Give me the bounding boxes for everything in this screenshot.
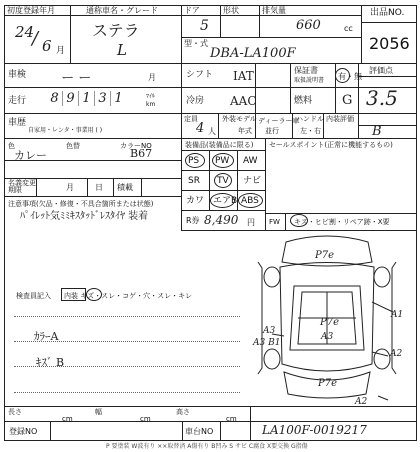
shaken-value: ー ー	[60, 71, 91, 86]
width-unit: cm	[140, 415, 151, 423]
score-label: 評価点	[369, 66, 393, 75]
mark-a2: A2	[390, 349, 403, 359]
mark-center-2: A3	[321, 332, 334, 342]
glass-status: キズ・ヒビ割・リペア跡・X要	[294, 218, 390, 226]
glass-circle	[290, 214, 308, 227]
recycle-unit: 円	[247, 218, 255, 227]
notes-label: 注意事項(欠品・修復・不具合箇所または状態)	[8, 200, 154, 208]
equip-ps: PS	[188, 156, 200, 166]
reg-year-label: 初度登録年月	[7, 6, 55, 15]
history-options: 自家用・レンタ・事業用 ( )	[28, 127, 103, 134]
equip-sr: SR	[188, 176, 200, 186]
mileage-unit: ﾏｲﾙ km	[146, 93, 156, 108]
mileage-digits	[47, 91, 126, 106]
seats-unit: 人	[208, 127, 216, 136]
mark-a1: A1	[391, 310, 404, 320]
inspector-line-1: ｶﾗｰA	[34, 330, 59, 343]
handle-value: 左・右	[300, 127, 321, 135]
name-change-label: 名義変更期限	[8, 179, 36, 194]
shaken-label: 車検	[8, 70, 27, 80]
shaken-unit: 月	[148, 73, 156, 82]
circle-pw	[212, 153, 234, 168]
color-label: 色	[8, 142, 15, 150]
name-grade-label: 通称車名・グレード	[86, 6, 158, 15]
height-unit: cm	[226, 415, 237, 423]
warranty-value: 有・無	[338, 72, 362, 81]
car-grade: L	[117, 41, 127, 59]
fuel-value: G	[342, 93, 353, 108]
seats-label: 定員	[184, 115, 198, 123]
reg-month-slash: /	[32, 28, 39, 49]
lot-no-label: 出品NO.	[370, 8, 405, 18]
shift-value: IAT	[233, 69, 254, 83]
mileage-label: 走行	[8, 96, 27, 106]
equip-leather: カワ	[186, 196, 205, 206]
recycle-value: 8,490	[204, 213, 239, 227]
equip-navi: ナビ	[243, 176, 262, 186]
kizu-circle	[86, 288, 102, 301]
circle-tv	[214, 173, 232, 188]
circle-abs	[238, 193, 263, 208]
color-no-value: B67	[130, 147, 153, 160]
equip-tv: TV	[217, 176, 229, 186]
mark-bottom: P7e	[318, 378, 338, 389]
score-value: 3.5	[366, 86, 398, 110]
equip-aw: AW	[243, 156, 258, 166]
inspector-options: 内装 キズ・スレ・コゲ・穴・スレ・キレ	[64, 292, 193, 300]
shift-label: シフト	[186, 70, 214, 80]
doors-value: 5	[200, 18, 209, 34]
equip-airbag: エアB	[213, 196, 238, 206]
reg-no-label: 登録NO	[9, 427, 38, 436]
notes-text: ﾊﾟｲﾚｯﾄ気ﾐﾐｷｽﾀｯﾄﾞﾚｽﾀｲﾔ 装着	[20, 211, 149, 222]
displacement-value: 660	[296, 18, 321, 33]
mark-a3b1: A3 B1	[253, 338, 281, 348]
circle-ps	[185, 153, 205, 168]
ac-value: AAC	[230, 94, 257, 108]
recycle-label: R券	[186, 216, 200, 225]
mark-a3: A3	[263, 326, 276, 336]
ext-color-value: 年式	[238, 127, 252, 135]
car-name: ステラ	[92, 21, 140, 40]
name-change-day: 日	[95, 183, 103, 192]
reg-month-value: 6	[42, 37, 52, 55]
mileage-digit: 3	[95, 91, 111, 106]
width-label: 幅	[95, 408, 102, 416]
color-no-header: カラーNO	[120, 142, 152, 150]
dealer-value: 並行	[265, 127, 279, 135]
interior-label: 内装評価	[326, 115, 354, 123]
footer-legend: P 要塗装 W波有り ××取替済 A傷有り B凹み S サビ C腐食 X要交換 G指傷	[106, 443, 308, 450]
mark-top: P7e	[315, 250, 335, 261]
warranty-circle	[335, 68, 350, 83]
shape-label: 形状	[223, 6, 239, 15]
history-label: 車歴	[8, 118, 27, 128]
doors-label: ドア	[184, 6, 200, 15]
warranty-sub: 取扱説明書	[294, 77, 325, 84]
seats-value: 4	[196, 121, 205, 136]
ac-label: 冷房	[186, 96, 205, 106]
height-label: 高さ	[176, 408, 190, 416]
handle-label: ハンドル	[296, 115, 324, 123]
circle-airbag	[210, 193, 238, 208]
interior-box	[61, 288, 86, 301]
mileage-digit: 8	[47, 91, 63, 106]
length-label: 長さ	[8, 408, 22, 416]
equipment-label: 装備品(装備品に限る)	[185, 141, 254, 149]
sales-points-label: セールスポイント(正常に機能するもの)	[269, 141, 393, 149]
equip-pw: PW	[215, 156, 230, 166]
reg-month-unit: 月	[56, 46, 66, 56]
color-code-label: 色替	[66, 142, 80, 150]
mileage-digit: 1	[79, 91, 95, 106]
equip-abs: ABS	[241, 196, 259, 206]
warranty-label: 保証書	[294, 66, 318, 75]
ext-color-label: 外装モデル	[222, 115, 257, 123]
mark-center: P7e	[320, 317, 340, 328]
reg-year-value: 24	[15, 23, 35, 41]
dealer-label: ディーラー車	[258, 117, 300, 125]
loaded-label: 積載	[117, 183, 133, 192]
mileage-digit: 9	[63, 91, 79, 106]
length-unit: cm	[62, 415, 73, 423]
lot-no-value: 2056	[369, 34, 410, 53]
mileage-digit: 1	[114, 91, 123, 106]
inspector-line-2: ｷｽﾞ B	[36, 356, 65, 369]
color-value: カレー	[14, 149, 47, 162]
cc-unit: cc	[344, 24, 353, 33]
fw-label: FW	[269, 218, 280, 226]
displacement-label: 排気量	[262, 6, 286, 15]
name-change-month: 月	[66, 183, 74, 192]
mark-a2-bottom: A2	[355, 397, 368, 407]
inspector-label: 検査員記入	[16, 292, 51, 300]
model-label: 型・式	[184, 39, 208, 48]
chassis-value: LA100F-0019217	[262, 423, 367, 437]
chassis-label: 車台NO	[185, 427, 214, 436]
fuel-label: 燃料	[294, 96, 313, 106]
interior-value: B	[372, 124, 382, 139]
model-value: DBA-LA100F	[210, 46, 296, 61]
